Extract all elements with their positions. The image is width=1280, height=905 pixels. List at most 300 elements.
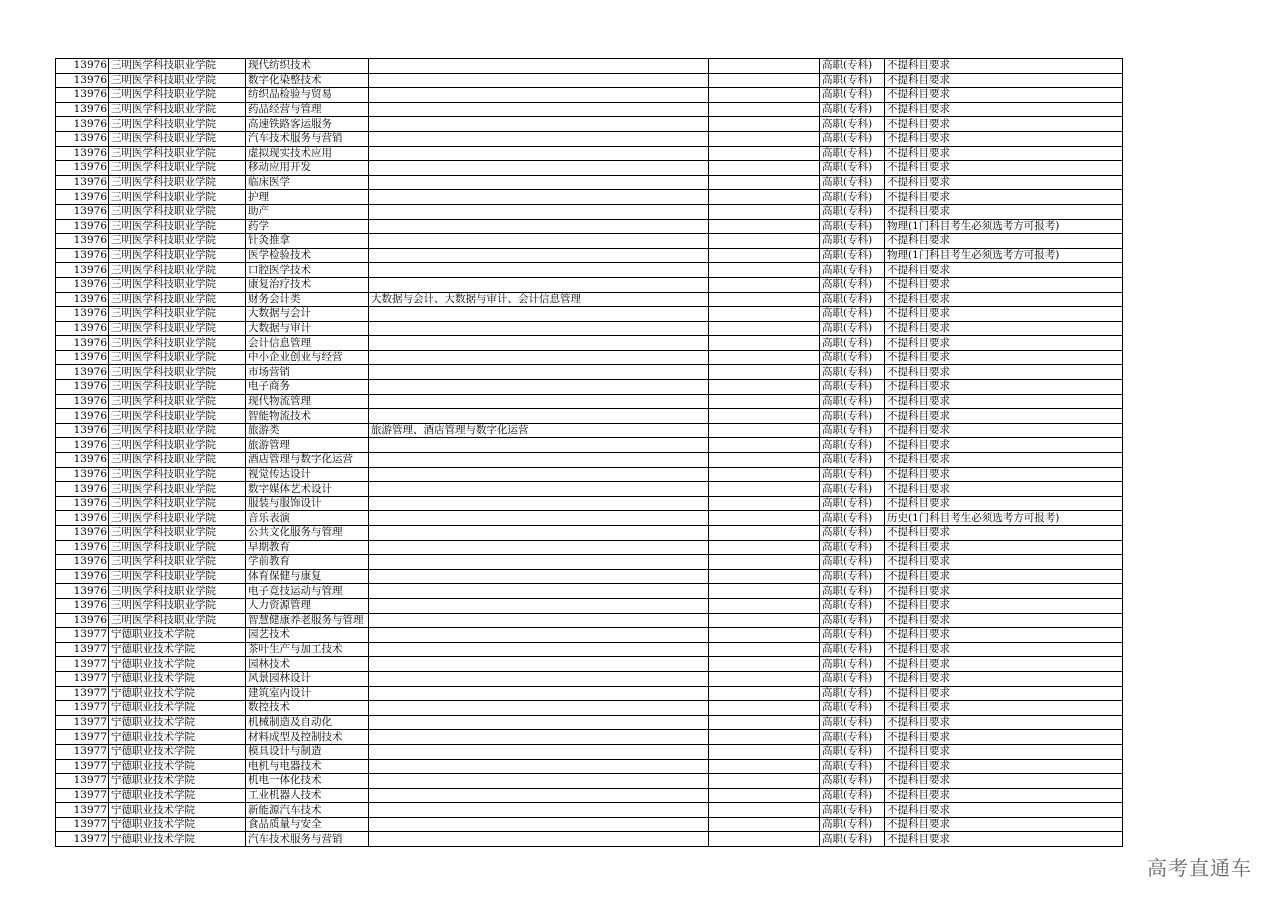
notes-cell	[709, 715, 820, 730]
school-name-cell: 三明医学科技职业学院	[109, 380, 246, 395]
major-group-cell	[369, 190, 709, 205]
major-group-cell	[369, 88, 709, 103]
school-code-cell: 13976	[56, 496, 109, 511]
notes-cell	[709, 671, 820, 686]
notes-cell	[709, 307, 820, 322]
school-code-cell: 13976	[56, 88, 109, 103]
school-code-cell: 13977	[56, 730, 109, 745]
major-name-cell: 数字化染整技术	[246, 73, 369, 88]
subject-requirement-cell: 不提科目要求	[885, 832, 1123, 847]
major-name-cell: 电子商务	[246, 380, 369, 395]
level-cell: 高职(专科)	[820, 234, 885, 249]
school-name-cell: 三明医学科技职业学院	[109, 102, 246, 117]
major-group-cell	[369, 175, 709, 190]
notes-cell	[709, 423, 820, 438]
major-name-cell: 智慧健康养老服务与管理	[246, 613, 369, 628]
level-cell: 高职(专科)	[820, 803, 885, 818]
school-code-cell: 13976	[56, 175, 109, 190]
major-name-cell: 酒店管理与数字化运营	[246, 453, 369, 468]
subject-requirement-cell: 不提科目要求	[885, 321, 1123, 336]
major-group-cell	[369, 146, 709, 161]
major-name-cell: 口腔医学技术	[246, 263, 369, 278]
table-row	[56, 394, 1123, 409]
major-name-cell: 大数据与会计	[246, 307, 369, 322]
level-cell: 高职(专科)	[820, 365, 885, 380]
major-name-cell: 电子竞技运动与管理	[246, 584, 369, 599]
major-group-cell	[369, 438, 709, 453]
level-cell: 高职(专科)	[820, 175, 885, 190]
table-row	[56, 409, 1123, 424]
major-name-cell: 大数据与审计	[246, 321, 369, 336]
level-cell: 高职(专科)	[820, 59, 885, 74]
major-group-cell	[369, 248, 709, 263]
notes-cell	[709, 730, 820, 745]
table-row	[56, 438, 1123, 453]
school-code-cell: 13976	[56, 569, 109, 584]
major-name-cell: 虚拟现实技术应用	[246, 146, 369, 161]
table-row	[56, 263, 1123, 278]
major-name-cell: 高速铁路客运服务	[246, 117, 369, 132]
level-cell: 高职(专科)	[820, 774, 885, 789]
school-code-cell: 13976	[56, 307, 109, 322]
notes-cell	[709, 453, 820, 468]
school-name-cell: 宁德职业技术学院	[109, 759, 246, 774]
major-name-cell: 建筑室内设计	[246, 686, 369, 701]
major-name-cell: 数控技术	[246, 701, 369, 716]
major-name-cell: 视觉传达设计	[246, 467, 369, 482]
table-row	[56, 555, 1123, 570]
major-name-cell: 会计信息管理	[246, 336, 369, 351]
subject-requirement-cell: 不提科目要求	[885, 307, 1123, 322]
level-cell: 高职(专科)	[820, 628, 885, 643]
level-cell: 高职(专科)	[820, 496, 885, 511]
school-code-cell: 13977	[56, 744, 109, 759]
subject-requirement-cell: 不提科目要求	[885, 365, 1123, 380]
table-row	[56, 467, 1123, 482]
school-code-cell: 13976	[56, 248, 109, 263]
table-row	[56, 453, 1123, 468]
subject-requirement-cell: 不提科目要求	[885, 423, 1123, 438]
major-group-cell	[369, 204, 709, 219]
level-cell: 高职(专科)	[820, 817, 885, 832]
notes-cell	[709, 190, 820, 205]
table-row	[56, 803, 1123, 818]
table-row	[56, 380, 1123, 395]
level-cell: 高职(专科)	[820, 482, 885, 497]
table-row	[56, 657, 1123, 672]
table-row	[56, 598, 1123, 613]
level-cell: 高职(专科)	[820, 73, 885, 88]
school-code-cell: 13976	[56, 380, 109, 395]
notes-cell	[709, 701, 820, 716]
school-name-cell: 三明医学科技职业学院	[109, 482, 246, 497]
major-name-cell: 助产	[246, 204, 369, 219]
school-name-cell: 三明医学科技职业学院	[109, 277, 246, 292]
notes-cell	[709, 350, 820, 365]
major-name-cell: 机电一体化技术	[246, 774, 369, 789]
major-group-cell	[369, 686, 709, 701]
school-code-cell: 13976	[56, 321, 109, 336]
school-code-cell: 13976	[56, 263, 109, 278]
table-row	[56, 642, 1123, 657]
school-name-cell: 三明医学科技职业学院	[109, 219, 246, 234]
table-row	[56, 701, 1123, 716]
major-group-cell	[369, 511, 709, 526]
major-group-cell	[369, 701, 709, 716]
level-cell: 高职(专科)	[820, 117, 885, 132]
school-code-cell: 13977	[56, 671, 109, 686]
school-code-cell: 13976	[56, 613, 109, 628]
level-cell: 高职(专科)	[820, 701, 885, 716]
notes-cell	[709, 642, 820, 657]
notes-cell	[709, 88, 820, 103]
table-row	[56, 131, 1123, 146]
notes-cell	[709, 657, 820, 672]
major-name-cell: 人力资源管理	[246, 598, 369, 613]
notes-cell	[709, 496, 820, 511]
level-cell: 高职(专科)	[820, 526, 885, 541]
major-name-cell: 中小企业创业与经营	[246, 350, 369, 365]
notes-cell	[709, 263, 820, 278]
level-cell: 高职(专科)	[820, 467, 885, 482]
level-cell: 高职(专科)	[820, 277, 885, 292]
table-row	[56, 613, 1123, 628]
table-row	[56, 526, 1123, 541]
notes-cell	[709, 117, 820, 132]
level-cell: 高职(专科)	[820, 511, 885, 526]
school-name-cell: 三明医学科技职业学院	[109, 321, 246, 336]
subject-requirement-cell: 不提科目要求	[885, 701, 1123, 716]
table-row	[56, 88, 1123, 103]
major-group-cell	[369, 307, 709, 322]
school-code-cell: 13977	[56, 686, 109, 701]
school-name-cell: 宁德职业技术学院	[109, 628, 246, 643]
school-name-cell: 三明医学科技职业学院	[109, 131, 246, 146]
level-cell: 高职(专科)	[820, 307, 885, 322]
subject-requirement-cell: 不提科目要求	[885, 628, 1123, 643]
school-name-cell: 宁德职业技术学院	[109, 701, 246, 716]
level-cell: 高职(专科)	[820, 321, 885, 336]
level-cell: 高职(专科)	[820, 642, 885, 657]
major-group-cell	[369, 161, 709, 176]
level-cell: 高职(专科)	[820, 336, 885, 351]
subject-requirement-cell: 不提科目要求	[885, 146, 1123, 161]
school-code-cell: 13976	[56, 146, 109, 161]
table-row	[56, 117, 1123, 132]
notes-cell	[709, 175, 820, 190]
school-name-cell: 三明医学科技职业学院	[109, 336, 246, 351]
table-row	[56, 686, 1123, 701]
notes-cell	[709, 832, 820, 847]
level-cell: 高职(专科)	[820, 102, 885, 117]
major-group-cell	[369, 409, 709, 424]
notes-cell	[709, 686, 820, 701]
school-name-cell: 三明医学科技职业学院	[109, 248, 246, 263]
subject-requirement-cell: 不提科目要求	[885, 161, 1123, 176]
level-cell: 高职(专科)	[820, 423, 885, 438]
subject-requirement-cell: 不提科目要求	[885, 234, 1123, 249]
notes-cell	[709, 234, 820, 249]
notes-cell	[709, 613, 820, 628]
school-code-cell: 13977	[56, 803, 109, 818]
school-name-cell: 三明医学科技职业学院	[109, 59, 246, 74]
school-code-cell: 13976	[56, 438, 109, 453]
major-group-cell	[369, 540, 709, 555]
major-name-cell: 风景园林设计	[246, 671, 369, 686]
table-row	[56, 774, 1123, 789]
school-code-cell: 13976	[56, 423, 109, 438]
major-name-cell: 数字媒体艺术设计	[246, 482, 369, 497]
school-code-cell: 13976	[56, 73, 109, 88]
major-group-cell	[369, 598, 709, 613]
table-row	[56, 482, 1123, 497]
level-cell: 高职(专科)	[820, 248, 885, 263]
table-row	[56, 234, 1123, 249]
major-group-cell	[369, 584, 709, 599]
table-row	[56, 102, 1123, 117]
level-cell: 高职(专科)	[820, 409, 885, 424]
table-row	[56, 204, 1123, 219]
subject-requirement-cell: 不提科目要求	[885, 88, 1123, 103]
major-group-cell	[369, 817, 709, 832]
subject-requirement-cell: 不提科目要求	[885, 350, 1123, 365]
subject-requirement-cell: 不提科目要求	[885, 496, 1123, 511]
table-row	[56, 511, 1123, 526]
level-cell: 高职(专科)	[820, 540, 885, 555]
notes-cell	[709, 146, 820, 161]
notes-cell	[709, 321, 820, 336]
notes-cell	[709, 744, 820, 759]
table-row	[56, 759, 1123, 774]
level-cell: 高职(专科)	[820, 613, 885, 628]
school-code-cell: 13976	[56, 277, 109, 292]
major-name-cell: 旅游类	[246, 423, 369, 438]
notes-cell	[709, 380, 820, 395]
school-name-cell: 宁德职业技术学院	[109, 774, 246, 789]
major-name-cell: 新能源汽车技术	[246, 803, 369, 818]
major-name-cell: 现代物流管理	[246, 394, 369, 409]
school-code-cell: 13976	[56, 59, 109, 74]
subject-requirement-cell: 不提科目要求	[885, 438, 1123, 453]
school-code-cell: 13976	[56, 482, 109, 497]
major-group-cell	[369, 613, 709, 628]
level-cell: 高职(专科)	[820, 204, 885, 219]
major-name-cell: 临床医学	[246, 175, 369, 190]
major-name-cell: 服装与服饰设计	[246, 496, 369, 511]
school-name-cell: 宁德职业技术学院	[109, 715, 246, 730]
school-name-cell: 宁德职业技术学院	[109, 788, 246, 803]
subject-requirement-cell: 不提科目要求	[885, 102, 1123, 117]
major-group-cell	[369, 102, 709, 117]
notes-cell	[709, 598, 820, 613]
major-name-cell: 电机与电器技术	[246, 759, 369, 774]
notes-cell	[709, 336, 820, 351]
notes-cell	[709, 526, 820, 541]
subject-requirement-cell: 不提科目要求	[885, 671, 1123, 686]
notes-cell	[709, 438, 820, 453]
subject-requirement-cell: 不提科目要求	[885, 584, 1123, 599]
major-group-cell	[369, 788, 709, 803]
major-group-cell	[369, 555, 709, 570]
major-group-cell	[369, 482, 709, 497]
major-group-cell	[369, 774, 709, 789]
subject-requirement-cell: 不提科目要求	[885, 380, 1123, 395]
school-code-cell: 13976	[56, 453, 109, 468]
school-name-cell: 宁德职业技术学院	[109, 686, 246, 701]
major-name-cell: 市场营销	[246, 365, 369, 380]
school-name-cell: 三明医学科技职业学院	[109, 438, 246, 453]
school-name-cell: 三明医学科技职业学院	[109, 526, 246, 541]
school-name-cell: 三明医学科技职业学院	[109, 496, 246, 511]
notes-cell	[709, 584, 820, 599]
school-name-cell: 三明医学科技职业学院	[109, 292, 246, 307]
notes-cell	[709, 219, 820, 234]
notes-cell	[709, 59, 820, 74]
school-name-cell: 三明医学科技职业学院	[109, 394, 246, 409]
major-group-cell	[369, 394, 709, 409]
major-name-cell: 药学	[246, 219, 369, 234]
major-name-cell: 食品质量与安全	[246, 817, 369, 832]
school-code-cell: 13976	[56, 511, 109, 526]
school-name-cell: 三明医学科技职业学院	[109, 511, 246, 526]
notes-cell	[709, 394, 820, 409]
school-name-cell: 三明医学科技职业学院	[109, 88, 246, 103]
level-cell: 高职(专科)	[820, 131, 885, 146]
school-name-cell: 三明医学科技职业学院	[109, 117, 246, 132]
table-row	[56, 277, 1123, 292]
subject-requirement-cell: 不提科目要求	[885, 117, 1123, 132]
table-row	[56, 365, 1123, 380]
school-name-cell: 三明医学科技职业学院	[109, 555, 246, 570]
table-row	[56, 715, 1123, 730]
table-row	[56, 496, 1123, 511]
notes-cell	[709, 204, 820, 219]
subject-requirement-cell: 不提科目要求	[885, 175, 1123, 190]
school-code-cell: 13976	[56, 365, 109, 380]
school-code-cell: 13976	[56, 598, 109, 613]
school-code-cell: 13977	[56, 657, 109, 672]
level-cell: 高职(专科)	[820, 394, 885, 409]
subject-requirement-cell: 不提科目要求	[885, 569, 1123, 584]
level-cell: 高职(专科)	[820, 686, 885, 701]
major-group-cell	[369, 321, 709, 336]
level-cell: 高职(专科)	[820, 292, 885, 307]
school-code-cell: 13976	[56, 540, 109, 555]
table-row	[56, 584, 1123, 599]
level-cell: 高职(专科)	[820, 438, 885, 453]
major-group-cell	[369, 744, 709, 759]
school-name-cell: 三明医学科技职业学院	[109, 307, 246, 322]
table-row	[56, 161, 1123, 176]
school-name-cell: 三明医学科技职业学院	[109, 365, 246, 380]
school-code-cell: 13976	[56, 350, 109, 365]
table-row	[56, 175, 1123, 190]
school-code-cell: 13976	[56, 190, 109, 205]
subject-requirement-cell: 历史(1门科目考生必须选考方可报考)	[885, 511, 1123, 526]
school-name-cell: 三明医学科技职业学院	[109, 569, 246, 584]
major-group-cell	[369, 380, 709, 395]
notes-cell	[709, 365, 820, 380]
major-group-cell	[369, 759, 709, 774]
subject-requirement-cell: 不提科目要求	[885, 657, 1123, 672]
school-name-cell: 三明医学科技职业学院	[109, 584, 246, 599]
notes-cell	[709, 292, 820, 307]
school-code-cell: 13977	[56, 759, 109, 774]
notes-cell	[709, 540, 820, 555]
table-row	[56, 730, 1123, 745]
subject-requirement-cell: 不提科目要求	[885, 730, 1123, 745]
school-name-cell: 三明医学科技职业学院	[109, 161, 246, 176]
level-cell: 高职(专科)	[820, 584, 885, 599]
table-row	[56, 817, 1123, 832]
school-code-cell: 13977	[56, 715, 109, 730]
level-cell: 高职(专科)	[820, 555, 885, 570]
subject-requirement-cell: 不提科目要求	[885, 526, 1123, 541]
table-row	[56, 190, 1123, 205]
level-cell: 高职(专科)	[820, 715, 885, 730]
major-group-cell	[369, 832, 709, 847]
major-name-cell: 现代纺织技术	[246, 59, 369, 74]
notes-cell	[709, 102, 820, 117]
major-name-cell: 工业机器人技术	[246, 788, 369, 803]
level-cell: 高职(专科)	[820, 350, 885, 365]
notes-cell	[709, 467, 820, 482]
major-name-cell: 针灸推拿	[246, 234, 369, 249]
school-name-cell: 宁德职业技术学院	[109, 832, 246, 847]
level-cell: 高职(专科)	[820, 744, 885, 759]
school-name-cell: 宁德职业技术学院	[109, 657, 246, 672]
subject-requirement-cell: 不提科目要求	[885, 204, 1123, 219]
table-row	[56, 146, 1123, 161]
subject-requirement-cell: 不提科目要求	[885, 263, 1123, 278]
notes-cell	[709, 482, 820, 497]
school-code-cell: 13977	[56, 774, 109, 789]
major-group-cell	[369, 803, 709, 818]
table-row	[56, 540, 1123, 555]
major-group-cell	[369, 467, 709, 482]
major-group-cell: 旅游管理、酒店管理与数字化运营	[369, 423, 709, 438]
major-name-cell: 医学检验技术	[246, 248, 369, 263]
school-code-cell: 13976	[56, 102, 109, 117]
school-name-cell: 三明医学科技职业学院	[109, 204, 246, 219]
subject-requirement-cell: 不提科目要求	[885, 598, 1123, 613]
major-name-cell: 模具设计与制造	[246, 744, 369, 759]
school-name-cell: 三明医学科技职业学院	[109, 190, 246, 205]
table-row	[56, 350, 1123, 365]
level-cell: 高职(专科)	[820, 190, 885, 205]
major-group-cell	[369, 117, 709, 132]
subject-requirement-cell: 不提科目要求	[885, 73, 1123, 88]
major-name-cell: 公共文化服务与管理	[246, 526, 369, 541]
notes-cell	[709, 277, 820, 292]
notes-cell	[709, 628, 820, 643]
major-name-cell: 移动应用开发	[246, 161, 369, 176]
level-cell: 高职(专科)	[820, 380, 885, 395]
school-name-cell: 三明医学科技职业学院	[109, 409, 246, 424]
major-name-cell: 园艺技术	[246, 628, 369, 643]
level-cell: 高职(专科)	[820, 759, 885, 774]
major-name-cell: 护理	[246, 190, 369, 205]
subject-requirement-cell: 不提科目要求	[885, 482, 1123, 497]
school-code-cell: 13977	[56, 817, 109, 832]
major-group-cell	[369, 263, 709, 278]
table-row	[56, 788, 1123, 803]
subject-requirement-cell: 不提科目要求	[885, 540, 1123, 555]
notes-cell	[709, 759, 820, 774]
major-group-cell: 大数据与会计、大数据与审计、会计信息管理	[369, 292, 709, 307]
table-body	[56, 59, 1123, 847]
table-row	[56, 832, 1123, 847]
